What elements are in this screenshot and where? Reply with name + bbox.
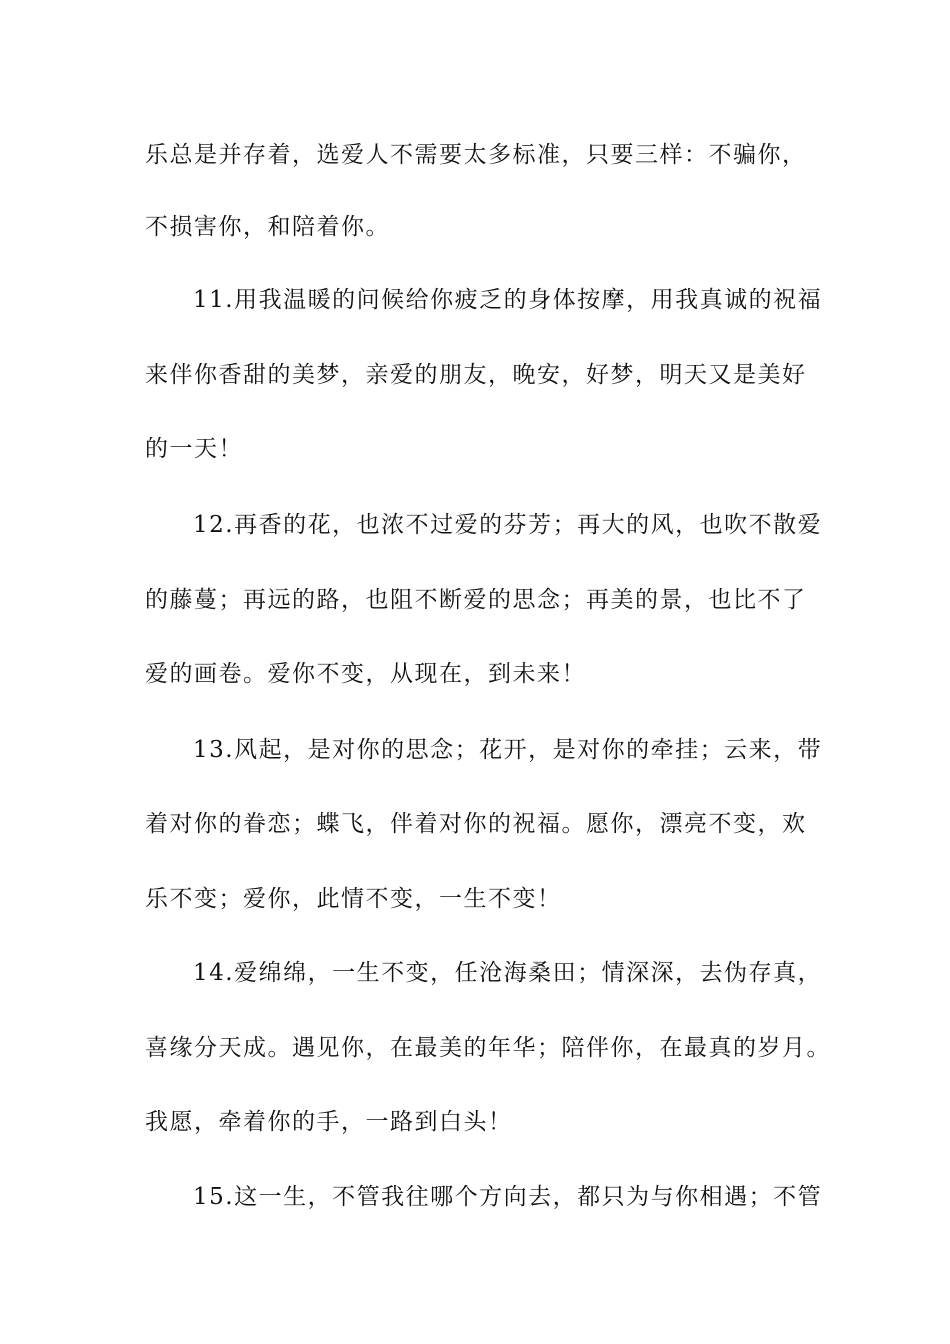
paragraph-13-start: 13.风起，是对你的思念；花开，是对你的牵挂；云来，带 [193,737,823,763]
text-line: 我愿，牵着你的手，一路到白头！ [145,1109,513,1135]
text-line: 爱的画卷。爱你不变，从现在，到未来！ [145,661,586,687]
text-line: 的一天！ [145,436,243,462]
paragraph-12-start: 12.再香的花，也浓不过爱的芬芳；再大的风，也吹不散爱 [193,512,823,538]
paragraph-11-start: 11.用我温暖的问候给你疲乏的身体按摩，用我真诚的祝福 [193,287,823,313]
text-line: 的藤蔓；再远的路，也阻不断爱的思念；再美的景，也比不了 [145,587,807,613]
paragraph-14-start: 14.爱绵绵，一生不变，任沧海桑田；情深深，去伪存真， [193,960,823,986]
text-line: 乐总是并存着，选爱人不需要太多标准，只要三样：不骗你， [145,142,807,168]
text-line: 乐不变；爱你，此情不变，一生不变！ [145,886,562,912]
text-line: 喜缘分天成。遇见你，在最美的年华；陪伴你，在最真的岁月。 [145,1035,831,1061]
text-line: 不损害你，和陪着你。 [145,214,390,240]
text-line: 着对你的眷恋；蝶飞，伴着对你的祝福。愿你，漂亮不变，欢 [145,811,807,837]
text-line: 来伴你香甜的美梦，亲爱的朋友，晚安，好梦，明天又是美好 [145,362,807,388]
paragraph-15-start: 15.这一生，不管我往哪个方向去，都只为与你相遇；不管 [193,1184,823,1210]
